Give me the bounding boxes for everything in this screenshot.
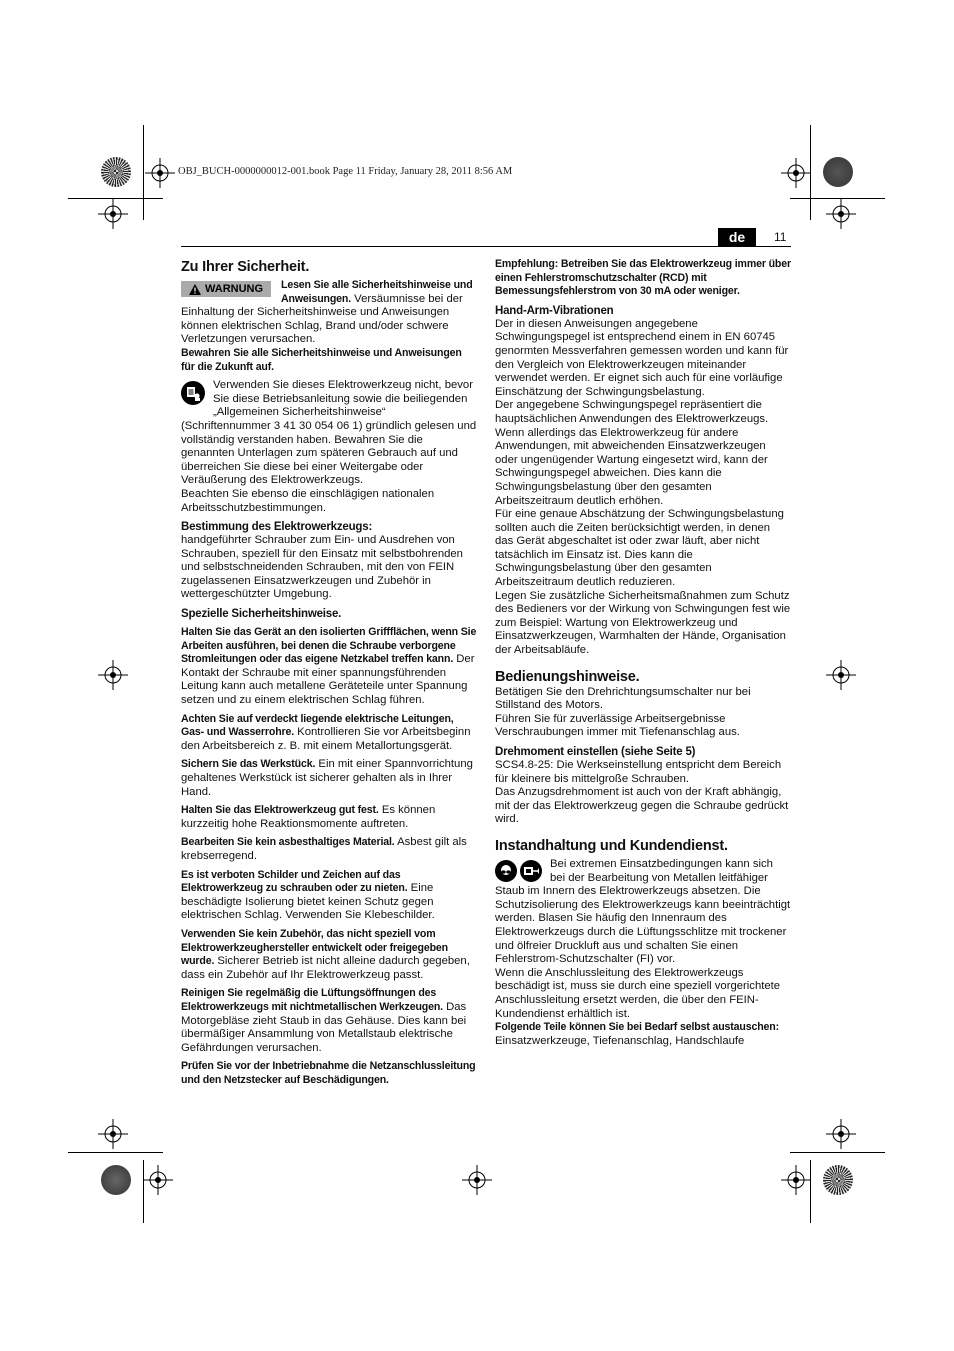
registration-mark-icon <box>98 199 128 229</box>
maintenance-text: Bei extremen Einsatzbedingungen kann sich bei der Bearbeitung von Metallen leitfähiger Staub im Innern des Elektrowerkzeugs absetzen. Die Schutzisolierung des Elektrowerkzeugs kann beeinträchtigt werden. Blasen Sie häufig den Innenraum des Elektrowerkzeugs durch die Lüftungsschlitze mit trockener und ölfreier Druckluft aus und schalten Sie einen Fehlerstrom-Schutzschalter (FI) vor. <box>495 857 791 966</box>
section-title-operation: Bedienungshinweise. <box>495 668 640 685</box>
safety-item-bold: Verwenden Sie kein Zubehör, das nicht speziell vom Elektrowerkzeughersteller entwickelt oder freigegeben wurde. <box>181 927 448 968</box>
torque-paragraph: SCS4.8-25: Die Werkseinstellung entspricht dem Bereich für kleinere bis mittelgroße Schrauben. <box>495 759 782 785</box>
safety-item <box>181 987 477 1055</box>
right-column <box>495 258 791 1048</box>
registration-mark-icon <box>143 1165 173 1195</box>
safety-item-bold: Achten Sie auf verdeckt liegende elektrische Leitungen, Gas- und Wasserrohre. <box>181 712 454 739</box>
color-density-disc <box>101 157 131 187</box>
purpose-heading: Bestimmung des Elektrowerkzeugs: <box>181 521 373 534</box>
registration-mark-icon <box>98 1119 128 1149</box>
language-tab: de <box>718 228 756 246</box>
operation-paragraph: Führen Sie für zuverlässige Arbeitsergebnisse Verschraubungen immer mit Tiefenanschlag aus. <box>495 712 740 739</box>
safety-item-text: Sicherer Betrieb ist nicht alleine dadurch gegeben, dass ein Zubehör auf Ihr Elektrowerkzeug passt. <box>181 955 470 981</box>
registration-mark-icon <box>462 1165 492 1195</box>
torque-heading: Drehmoment einstellen (siehe Seite 5) <box>495 746 696 758</box>
replaceable-parts-heading: Folgende Teile können Sie bei Bedarf selbst austauschen: <box>495 1021 779 1034</box>
special-safety-heading: Spezielle Sicherheitshinweise. <box>181 608 342 621</box>
page-number: 11 <box>774 230 787 244</box>
vibration-paragraph: Legen Sie zusätzliche Sicherheitsmaßnahmen zum Schutz des Bedieners vor der Wirkung von Schwingungen fest wie zum Beispiel: Wartung von Elektrowerkzeug und Einsatzwerkzeugen, Warmhalten der Hände, Organisation der Arbeitsabläufe. <box>495 589 791 657</box>
rcd-recommendation: Empfehlung: Betreiben Sie das Elektrowerkzeug immer über einen Fehlerstromschutzschalter (RCD) mit Bemessungsfehlerstrom von 30 mA oder weniger. <box>495 258 791 298</box>
left-column <box>181 258 477 1087</box>
registration-mark-icon <box>781 158 811 188</box>
torque-paragraph: Das Anzugsdrehmoment ist auch von der Kraft abhängig, mit der das Elektrowerkzeug gegen die Schraube gedrückt wird. <box>495 786 789 826</box>
safety-item-bold: Halten Sie das Gerät an den isolierten Griffflächen, wenn Sie Arbeiten ausführen, bei denen die Schraube verborgene Stromleitungen oder das eigene Netzkabel treffen kann. <box>181 626 477 666</box>
warning-badge <box>181 281 271 297</box>
safety-item-text: Das Motorgebläse zieht Staub in das Gehäuse. Dies kann bei übermäßiger Ansammlung von Metallstaub elektrische Gefährdungen verursachen. <box>181 1000 467 1054</box>
keep-instructions-text: Bewahren Sie alle Sicherheitshinweise und Anweisungen für die Zukunft auf. <box>181 346 462 373</box>
safety-item-text: Asbest gilt als krebserregend. <box>181 836 467 862</box>
maintenance-icons <box>495 860 542 882</box>
safety-item-bold: Bearbeiten Sie kein asbesthaltiges Material. <box>181 836 395 849</box>
safety-item-text: Es können kurzzeitig hohe Reaktionsmomente auftreten. <box>181 804 436 830</box>
registration-mark-icon <box>98 660 128 690</box>
safety-item <box>181 836 477 863</box>
print-slug: OBJ_BUCH-0000000012-001.book Page 11 Friday, January 28, 2011 8:56 AM <box>178 166 513 177</box>
safety-item-text: Kontrollieren Sie vor Arbeitsbeginn den Arbeitsbereich z. B. mit einem Metallortungsgerät. <box>181 726 471 752</box>
warning-lead: Lesen Sie alle Sicherheitshinweise und Anweisungen. <box>281 279 473 305</box>
purpose-text: handgeführter Schrauber zum Ein- und Ausdrehen von Schrauben, speziell für den Einsatz mit selbstbohrenden und selbstschneidenden Schrauben, mit den von FEIN zugelassenen Einsatzwerkzeugen und Zubehör in wettergeschützter Umgebung. <box>181 534 463 601</box>
header-rule <box>181 246 791 247</box>
maintenance-paragraph: Wenn die Anschlussleitung des Elektrowerkzeugs beschädigt ist, muss sie durch eine speziell vorgerichtete Anschlussleitung ersetzt werden, die über den FEIN-Kundendienst erhältlich ist. <box>495 966 781 1020</box>
color-density-disc <box>101 1165 131 1195</box>
section-title-safety: Zu Ihrer Sicherheit. <box>181 259 310 275</box>
color-density-disc <box>823 157 853 187</box>
registration-mark-icon <box>826 199 856 229</box>
read-manual-text: Verwenden Sie dieses Elektrowerkzeug nicht, bevor Sie diese Betriebsanleitung sowie die beiliegenden „Allgemeinen Sicherheitshinweise“ (Schriftennummer 3 41 30 054 06 1) gründlich gelesen und vollständig verstanden haben. Bewahren Sie die genannten Unterlagen zum späteren Gebrauch auf und überreichen Sie diese bei einer Weitergabe oder Veräußerung des Elektrowerkzeugs. <box>181 379 477 487</box>
warning-triangle-icon <box>189 284 201 295</box>
safety-item-text: Der Kontakt der Schraube mit einer spannungsführenden Leitung kann auch metallene Geräteteile unter Spannung setzen und zu einem elektrischen Schlag führen. <box>181 653 475 707</box>
safety-item-text: Ein mit einer Spannvorrichtung gehaltenes Werkstück ist sicherer gehalten als in Ihrer Hand. <box>181 758 473 798</box>
warning-paragraph <box>181 279 477 347</box>
safety-item-bold: Prüfen Sie vor der Inbetriebnahme die Netzanschlussleitung und den Netzstecker auf Beschädigungen. <box>181 1060 476 1086</box>
safety-item <box>181 758 477 799</box>
registration-mark-icon <box>781 1165 811 1195</box>
safety-item <box>181 869 477 923</box>
crop-mark <box>790 1152 885 1153</box>
safety-item <box>181 713 477 754</box>
warning-label: WARNUNG <box>204 283 264 295</box>
vibration-paragraph: Der angegebene Schwingungspegel repräsentiert die hauptsächlichen Anwendungen des Elektrowerkzeugs. Wenn allerdings das Elektrowerkzeug für andere Anwendungen, mit abweichenden Einsatzwerkzeugen oder ungenügender Wartung eingesetzt wird, kann der Schwingungspegel abweichen. Dies kann die Schwingungsbelastung über den gesamten Arbeitszeitraum deutlich erhöhen. <box>495 399 769 507</box>
vibration-paragraph: Der in diesen Anweisungen angegebene Schwingungspegel ist entsprechend einem in EN 60745 genormten Messverfahren gemessen worden und kann für den Vergleich von Elektrowerkzeugen miteinander verwendet werden. Er eignet sich auch für eine vorläufige Einschätzung der Schwingungsbelastung. <box>495 317 789 398</box>
safety-item-bold: Sichern Sie das Werkstück. <box>181 758 316 771</box>
safety-item-text: Eine beschädigte Isolierung bietet keinen Schutz gegen elektrischen Schlag. Verwenden Sie Klebeschilder. <box>181 882 435 922</box>
crop-mark <box>143 125 144 220</box>
registration-mark-icon <box>826 1119 856 1149</box>
safety-item-bold: Halten Sie das Elektrowerkzeug gut fest. <box>181 804 379 817</box>
registration-mark-icon <box>145 158 175 188</box>
eye-protection-icon <box>495 860 517 882</box>
section-title-maintenance: Instandhaltung und Kundendienst. <box>495 837 728 854</box>
vibration-heading: Hand-Arm-Vibrationen <box>495 304 614 317</box>
replaceable-parts-text: Einsatzwerkzeuge, Tiefenanschlag, Handschlaufe <box>495 1034 745 1047</box>
regulations-text: Beachten Sie ebenso die einschlägigen nationalen Arbeitsschutzbestimmungen. <box>181 487 435 514</box>
safety-item-bold: Reinigen Sie regelmäßig die Lüftungsöffnungen des Elektrowerkzeugs mit nichtmetallischen Werkzeugen. <box>181 987 443 1013</box>
read-manual-paragraph <box>181 379 477 488</box>
safety-item <box>181 1060 477 1087</box>
compressed-air-icon <box>520 860 542 882</box>
safety-item-bold: Es ist verboten Schilder und Zeichen auf das Elektrowerkzeug zu schrauben oder zu nieten. <box>181 868 408 895</box>
read-manual-icon <box>181 381 205 410</box>
registration-mark-icon <box>826 660 856 690</box>
vibration-paragraph: Für eine genaue Abschätzung der Schwingungsbelastung sollten auch die Zeiten berücksichtigt werden, in denen das Gerät abgeschaltet ist oder zwar läuft, aber nicht tatsächlich im Einsatz ist. Dies kann die Schwingungsbelastung über den gesamten Arbeitszeitraum deutlich reduzieren. <box>495 508 784 589</box>
safety-item <box>181 626 477 708</box>
color-density-disc <box>823 1165 853 1195</box>
operation-paragraph: Betätigen Sie den Drehrichtungsumschalter nur bei Stillstand des Motors. <box>495 685 751 712</box>
safety-item <box>181 804 477 831</box>
crop-mark <box>68 1152 163 1153</box>
warning-text: Versäumnisse bei der Einhaltung der Sicherheitshinweise und Anweisungen können elektrischen Schlag, Brand und/oder schwere Verletzungen verursachen. <box>181 292 463 346</box>
safety-item <box>181 928 477 982</box>
maintenance-paragraph <box>495 858 791 967</box>
